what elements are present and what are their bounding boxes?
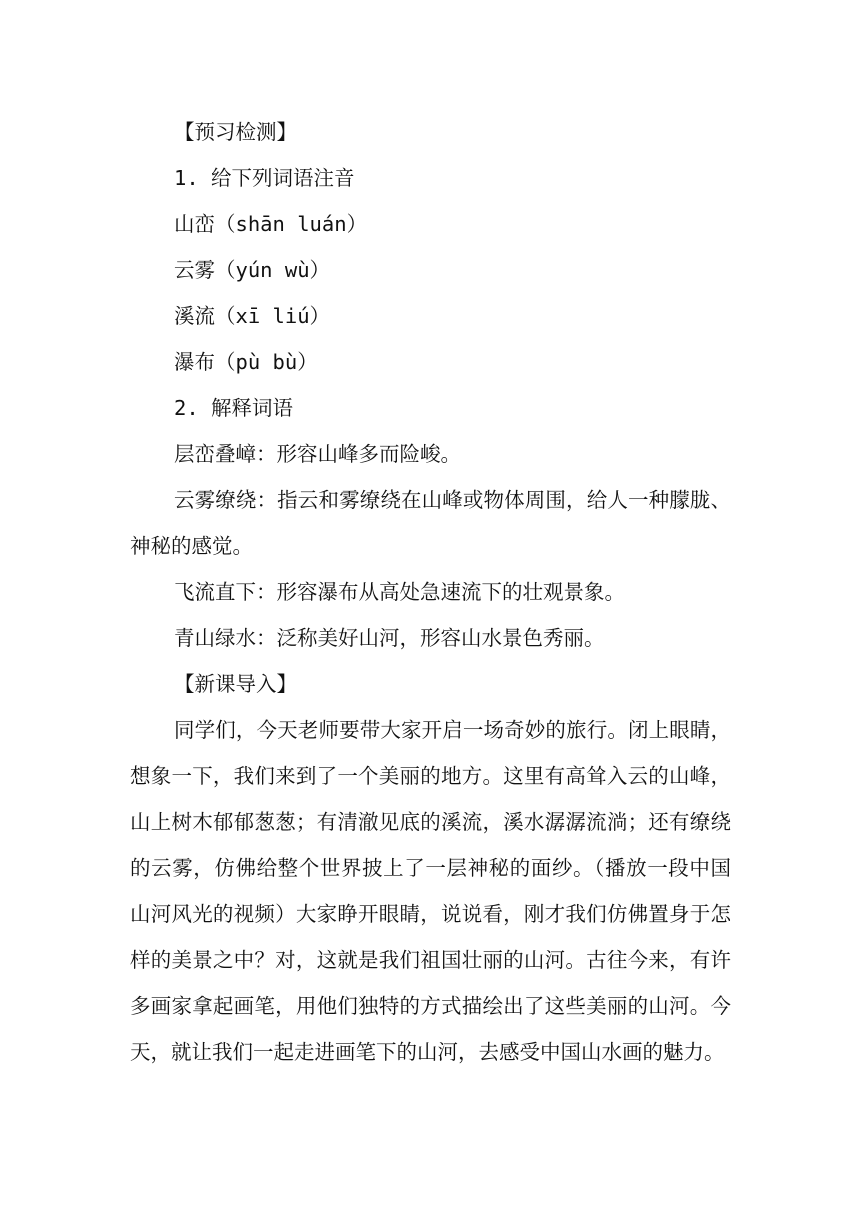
pinyin-item: 山峦（shān luán） xyxy=(174,212,368,236)
definition-item: 层峦叠嶂：形容山峰多而险峻。 xyxy=(174,442,461,466)
section-heading-intro: 【新课导入】 xyxy=(174,672,297,696)
definition-item: 飞流直下：形容瀑布从高处急速流下的壮观景象。 xyxy=(174,580,625,604)
document-body xyxy=(130,109,731,1075)
definition-item: 青山绿水：泛称美好山河，形容山水景色秀丽。 xyxy=(174,626,605,650)
pinyin-item: 溪流（xī liú） xyxy=(174,304,331,328)
section-heading-preview: 【预习检测】 xyxy=(174,120,297,144)
pinyin-item: 云雾（yún wù） xyxy=(174,258,331,282)
definition-item: 云雾缭绕：指云和雾缭绕在山峰或物体周围，给人一种朦胧、神秘的感觉。 xyxy=(130,488,731,558)
question-2-title: 2. 解释词语 xyxy=(174,396,294,420)
intro-paragraph: 同学们，今天老师要带大家开启一场奇妙的旅行。闭上眼睛，想象一下，我们来到了一个美丽的地方。这里有高耸入云的山峰，山上树木郁郁葱葱；有清澈见底的溪流，溪水潺潺流淌；还有缭绕的云雾，仿佛给整个世界披上了一层神秘的面纱。（播放一段中国山河风光的视频）大家睁开眼睛，说说看，刚才我们仿佛置身于怎样的美景之中？对，这就是我们祖国壮丽的山河。古往今来，有许多画家拿起画笔，用他们独特的方式描绘出了这些美丽的山河。今天，就让我们一起走进画笔下的山河，去感受中国山水画的魅力。 xyxy=(130,718,731,1064)
pinyin-item: 瀑布（pù bù） xyxy=(174,350,318,374)
question-1-title: 1. 给下列词语注音 xyxy=(174,166,355,190)
